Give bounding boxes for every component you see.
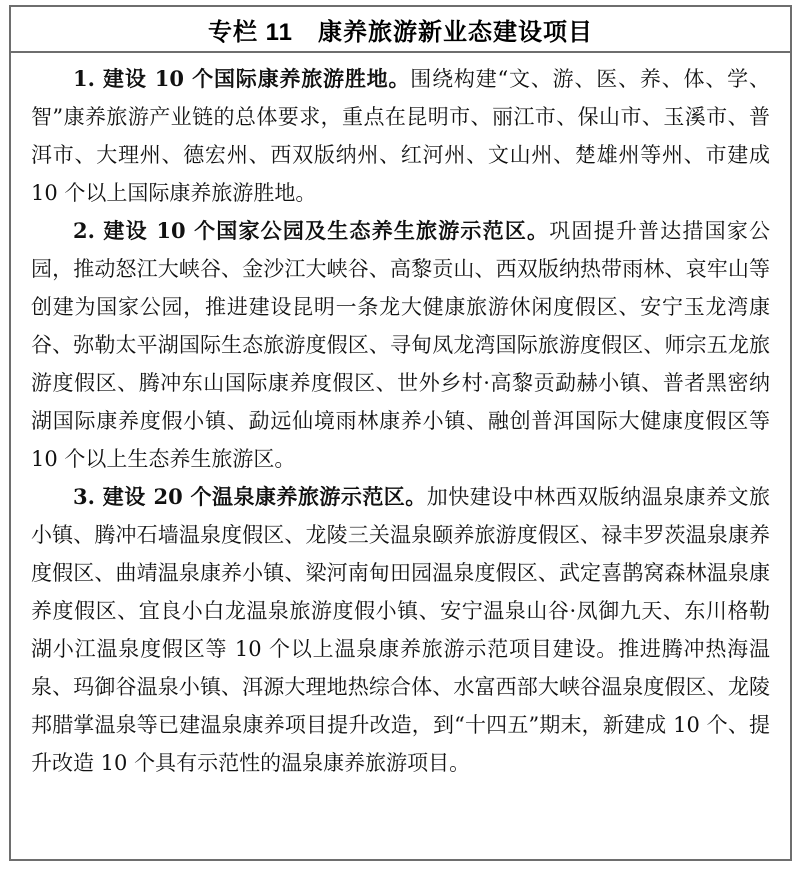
paragraph: [31, 212, 770, 478]
panel-title: 专栏 11 康养旅游新业态建设项目: [11, 7, 790, 53]
paragraph: [31, 478, 770, 782]
paragraph-lead: 1. 建设 10 个国际康养旅游胜地。: [73, 66, 411, 91]
panel-body: [11, 53, 790, 859]
panel-box: [9, 5, 792, 861]
paragraph: [31, 60, 770, 212]
paragraph-body: 巩固提升普达措国家公园，推动怒江大峡谷、金沙江大峡谷、高黎贡山、西双版纳热带雨林、哀牢山等创建为国家公园，推进建设昆明一条龙大健康旅游休闲度假区、安宁玉龙湾康谷、弥勒太平湖国际生态旅游度假区、寻甸凤龙湾国际旅游度假区、师宗五龙旅游度假区、腾冲东山国际康养度假区、世外乡村·高黎贡勐赫小镇、普者黑密纳湖国际康养度假小镇、勐远仙境雨林康养小镇、融创普洱国际大健康度假区等 10 个以上生态养生旅游区。: [31, 219, 771, 471]
paragraph-lead: 3. 建设 20 个温泉康养旅游示范区。: [73, 484, 427, 509]
paragraph-body: 围绕构建“文、游、医、养、体、学、智”康养旅游产业链的总体要求，重点在昆明市、丽江市、保山市、玉溪市、普洱市、大理州、德宏州、西双版纳州、红河州、文山州、楚雄州等州、市建成 10 个以上国际康养旅游胜地。: [31, 67, 770, 205]
paragraph-lead: 2. 建设 10 个国家公园及生态养生旅游示范区。: [73, 218, 550, 243]
paragraph-body: 加快建设中林西双版纳温泉康养文旅小镇、腾冲石墙温泉度假区、龙陵三关温泉颐养旅游度假区、禄丰罗茨温泉康养度假区、曲靖温泉康养小镇、梁河南甸田园温泉度假区、武定喜鹊窝森林温泉康养度假区、宜良小白龙温泉旅游度假小镇、安宁温泉山谷·凤御九天、东川格勒湖小江温泉度假区等 10 个以上温泉康养旅游示范项目建设。推进腾冲热海温泉、玛御谷温泉小镇、洱源大理地热综合体、水富西部大峡谷温泉度假区、龙陵邦腊掌温泉等已建温泉康养项目提升改造，到“十四五”期末，新建成 10 个、提升改造 10 个具有示范性的温泉康养旅游项目。: [31, 485, 770, 775]
